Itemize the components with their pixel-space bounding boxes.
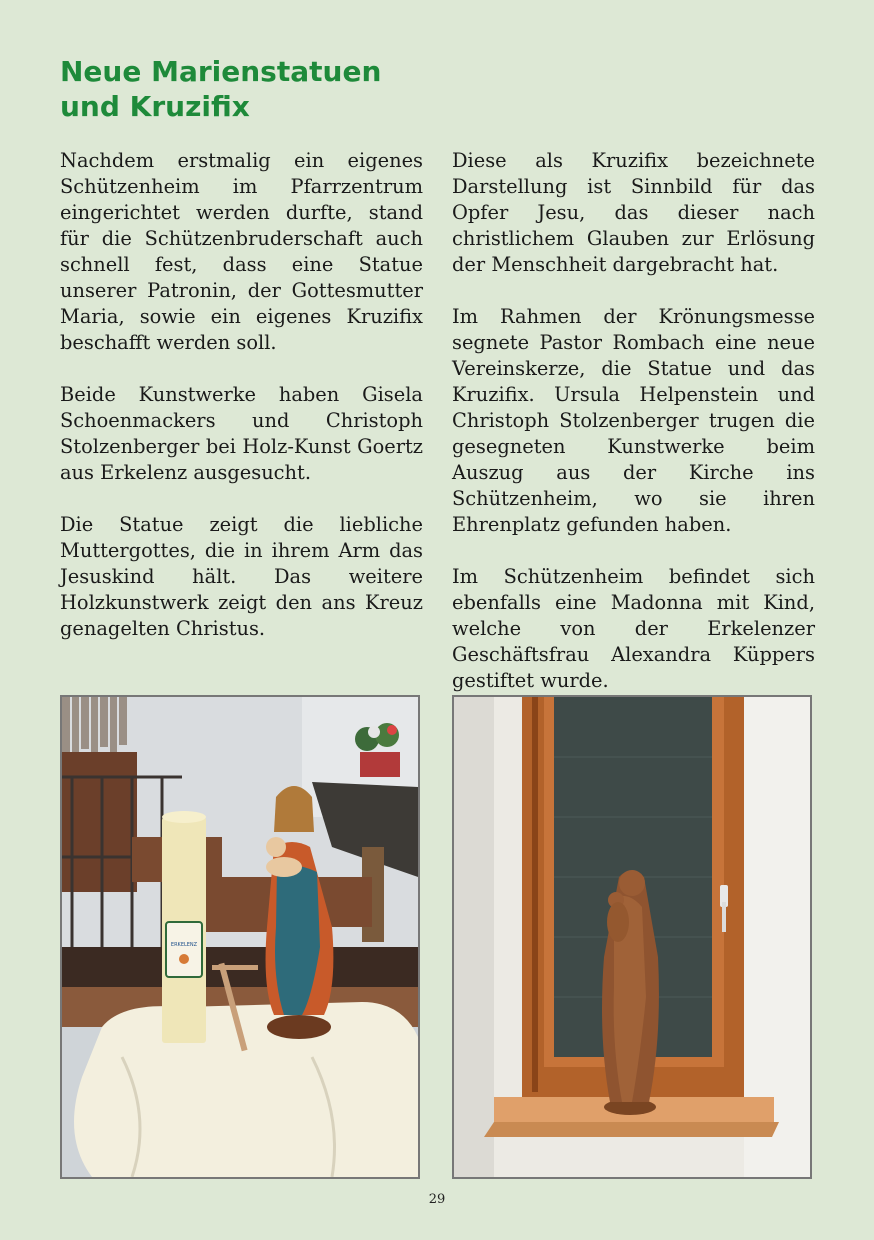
paragraph: Im Rahmen der Krönungsmesse segnete Pastor Rombach eine neue Vereinskerze, die Statue und das Kruzifix. Ursula Helpenstein und Christoph Stolzenberger trugen die gesegneten Kunstwerke beim Auszug aus der Kirche ins Schützenheim, wo sie ihren Ehrenplatz gefunden haben. bbox=[452, 305, 815, 536]
window-madonna-image bbox=[454, 697, 810, 1177]
paragraph: Beide Kunstwerke haben Gisela Schoenmackers und Christoph Stolzenberger bei Holz-Kunst Goertz aus Erkelenz ausgesucht. bbox=[60, 383, 423, 484]
paragraph: Die Statue zeigt die liebliche Muttergottes, die in ihrem Arm das Jesuskind hält. Das weitere Holzkunstwerk zeigt den ans Kreuz genagelten Christus. bbox=[60, 513, 423, 640]
page-title bbox=[60, 54, 760, 124]
church-interior-image bbox=[62, 697, 418, 1177]
photo-candle-madonna-crucifix bbox=[60, 695, 420, 1179]
candle-label: ERKELENZ bbox=[170, 942, 198, 948]
paragraph: Im Schützenheim befindet sich ebenfalls eine Madonna mit Kind, welche von der Erkelenzer Geschäftsfrau Alexandra Küppers gestiftet wurde. bbox=[452, 565, 815, 692]
title-line-2: und Kruzifix bbox=[60, 90, 250, 123]
paragraph: Diese als Kruzifix bezeichnete Darstellung ist Sinnbild für das Opfer Jesu, das dieser nach christlichem Glauben zur Erlösung der Menschheit dargebracht hat. bbox=[452, 149, 815, 276]
paragraph: Nachdem erstmalig ein eigenes Schützenheim im Pfarrzentrum eingerichtet werden durfte, stand für die Schützenbruderschaft auch schnell fest, dass eine Statue unserer Patronin, der Gottesmutter Maria, sowie ein eigenes Kruzifix beschafft werden soll. bbox=[60, 149, 423, 354]
page-number: 29 bbox=[428, 1192, 446, 1207]
title-line-1: Neue Marienstatuen bbox=[60, 55, 382, 88]
left-column bbox=[60, 148, 423, 668]
photo-madonna-window bbox=[452, 695, 812, 1179]
right-column bbox=[452, 148, 815, 720]
